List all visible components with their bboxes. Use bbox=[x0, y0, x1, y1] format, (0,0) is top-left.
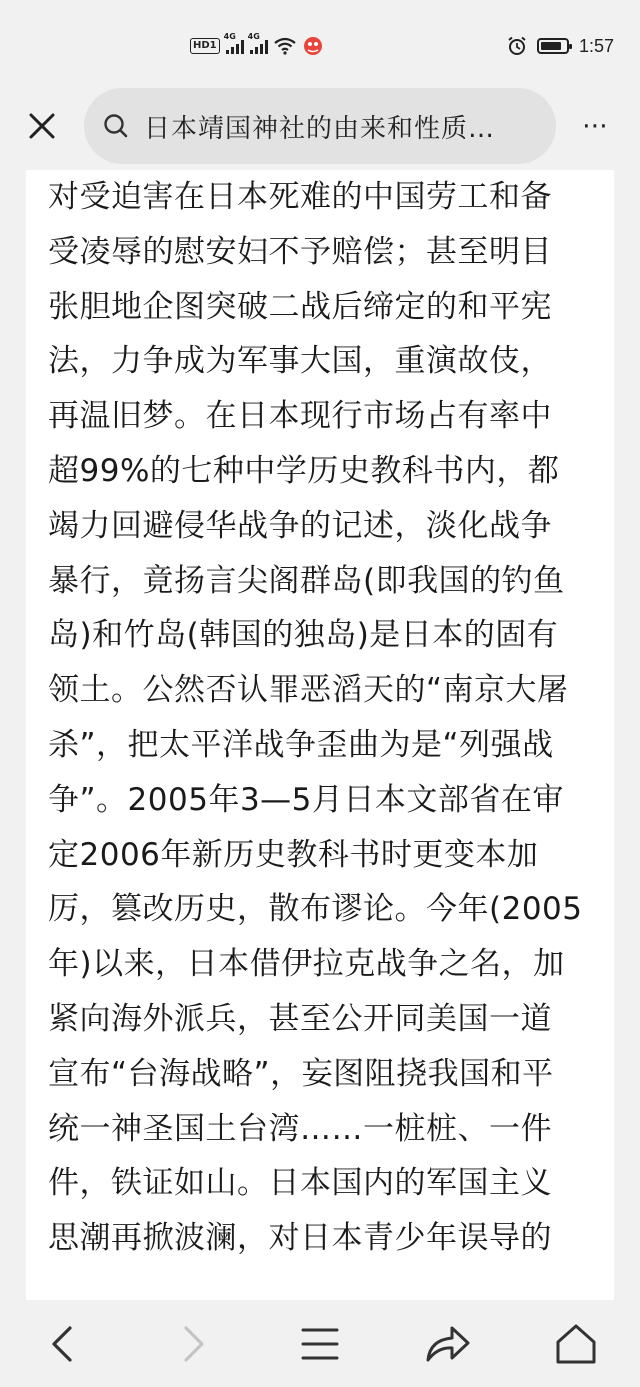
notification-app-icon bbox=[302, 35, 324, 57]
article-line: 统一神圣国土台湾……一桩桩、一件 bbox=[48, 1110, 552, 1147]
article-line: 竭力回避侵华战争的记述，淡化战争 bbox=[48, 507, 552, 544]
close-button[interactable] bbox=[22, 106, 62, 146]
chevron-right-icon bbox=[172, 1324, 212, 1364]
article-line: 争”。2005年3—5月日本文部省在审 bbox=[48, 781, 564, 818]
article-line: 超99%的七种中学历史教科书内，都 bbox=[48, 452, 560, 489]
close-icon bbox=[28, 112, 56, 140]
article-line: 法，力争成为军事大国，重演故伎， bbox=[48, 343, 552, 380]
network-label-1: 4G bbox=[223, 32, 236, 41]
article-content[interactable] bbox=[26, 170, 614, 1300]
article-text bbox=[26, 170, 614, 1266]
article-line: 岛)和竹岛(韩国的独岛)是日本的固有 bbox=[48, 617, 559, 654]
more-icon: ⋯ bbox=[582, 111, 610, 141]
clock: 1:57 bbox=[578, 35, 614, 56]
forward-button[interactable] bbox=[162, 1314, 222, 1374]
hd-number: 1 bbox=[209, 40, 217, 51]
article-line: 件，铁证如山。日本国内的军国主义 bbox=[48, 1165, 552, 1202]
article-line: 暴行，竟扬言尖阁群岛(即我国的钓鱼 bbox=[48, 562, 565, 599]
alarm-icon bbox=[507, 36, 527, 56]
article-line: 再温旧梦。在日本现行市场占有率中 bbox=[48, 398, 552, 435]
article-line: 紧向海外派兵，甚至公开同美国一道 bbox=[48, 1000, 552, 1037]
bottom-navigation bbox=[0, 1300, 640, 1387]
status-right bbox=[507, 34, 614, 58]
wifi-icon bbox=[274, 37, 296, 55]
menu-button[interactable] bbox=[290, 1314, 350, 1374]
battery-icon bbox=[537, 38, 569, 54]
hd-badge bbox=[190, 38, 220, 54]
search-icon bbox=[102, 111, 132, 141]
chevron-left-icon bbox=[44, 1324, 84, 1364]
browser-toolbar bbox=[0, 82, 640, 170]
article-line: 定2006年新历史教科书时更变本加 bbox=[48, 836, 539, 873]
menu-icon bbox=[300, 1324, 340, 1364]
article-line: 领土。公然否认罪恶滔天的“南京大屠 bbox=[48, 672, 569, 709]
share-icon bbox=[424, 1322, 472, 1366]
network-label-2: 4G bbox=[247, 32, 260, 41]
more-options-button[interactable] bbox=[574, 110, 618, 142]
back-button[interactable] bbox=[34, 1314, 94, 1374]
status-bar bbox=[0, 0, 640, 82]
home-icon bbox=[554, 1322, 598, 1366]
article-line: 思潮再掀波澜，对日本青少年误导的 bbox=[48, 1220, 552, 1257]
article-line: 宣布“台海战略”，妄图阻挠我国和平 bbox=[48, 1055, 554, 1092]
search-query: 日本靖国神社的由来和性质… bbox=[144, 113, 496, 144]
signal-icon-2 bbox=[247, 32, 268, 54]
article-line: 受凌辱的慰安妇不予赔偿；甚至明目 bbox=[48, 233, 552, 270]
article-line: 张胆地企图突破二战后缔定的和平宪 bbox=[48, 288, 552, 325]
share-button[interactable] bbox=[418, 1314, 478, 1374]
article-line: 年)以来，日本借伊拉克战争之名，加 bbox=[48, 946, 565, 983]
search-bar[interactable] bbox=[84, 88, 556, 164]
article-line: 厉，篡改历史，散布谬论。今年(2005 bbox=[48, 891, 583, 928]
article-line: 对受迫害在日本死难的中国劳工和备 bbox=[48, 179, 552, 215]
home-button[interactable] bbox=[546, 1314, 606, 1374]
status-left bbox=[190, 34, 324, 58]
hd-label: HD bbox=[193, 40, 210, 51]
battery-fill bbox=[541, 42, 561, 50]
article-line: 杀”，把太平洋战争歪曲为是“列强战 bbox=[48, 726, 554, 763]
signal-icon bbox=[223, 32, 244, 54]
